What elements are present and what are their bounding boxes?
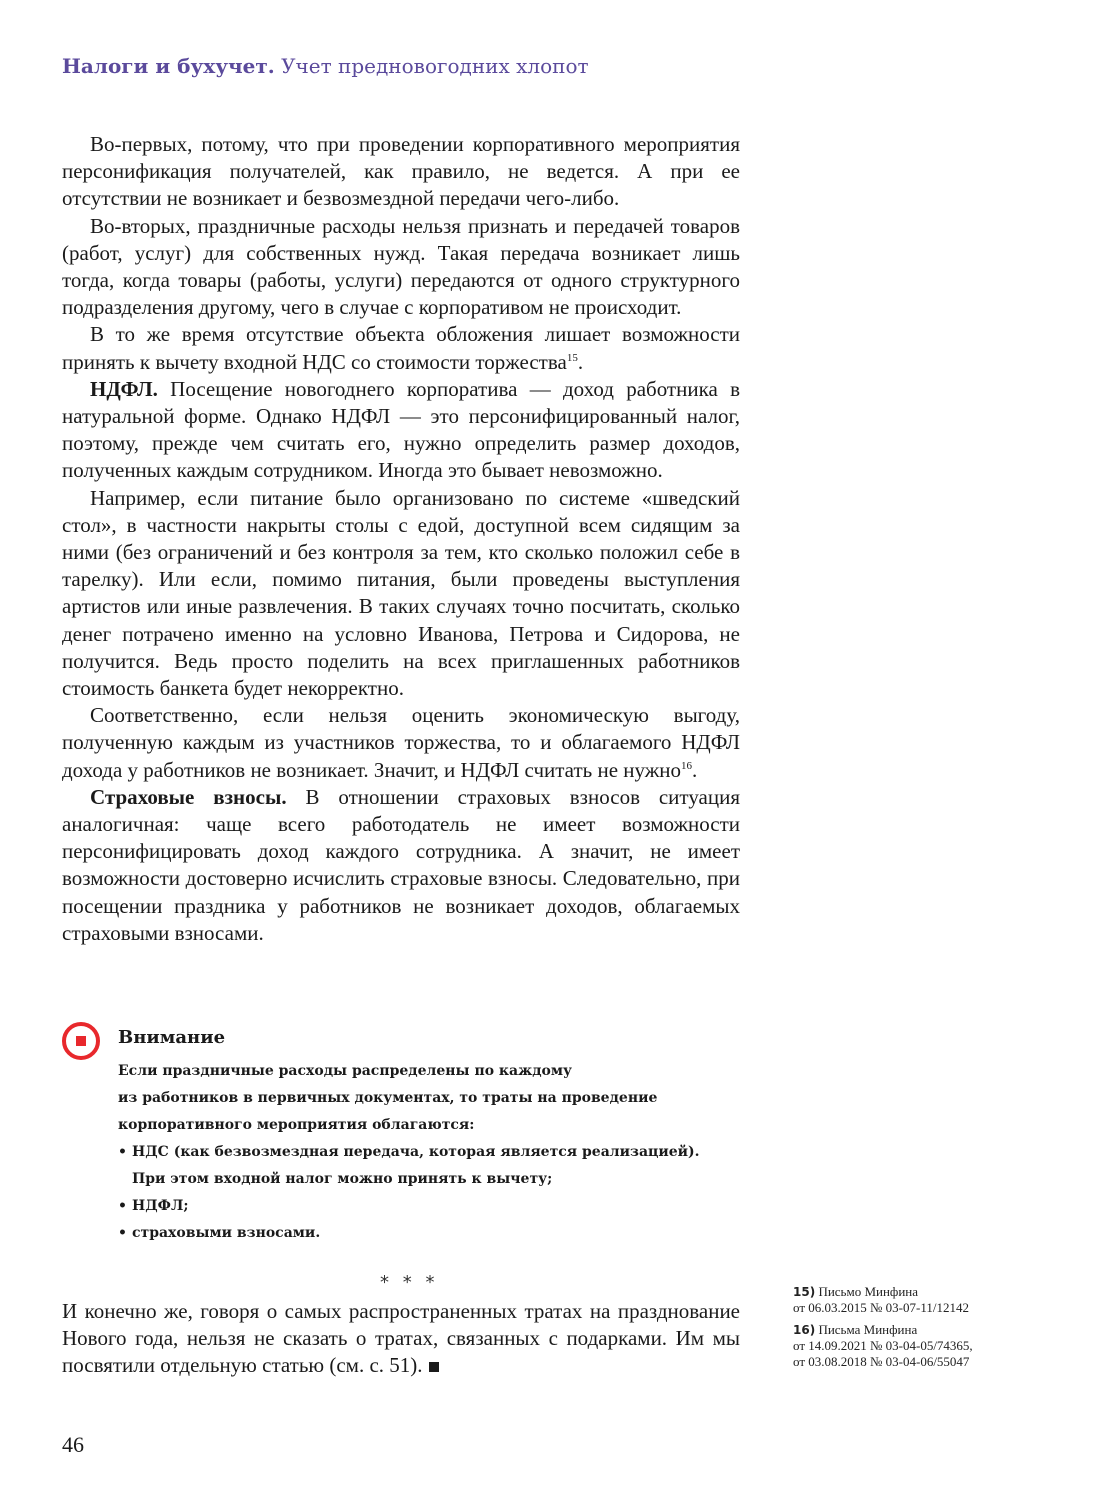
closing-paragraph: И конечно же, говоря о самых распространенных тратах на празднование Нового года, нельзя не сказать о тратах, связанных с подарками. Им мы посвятили отдельную статью (см. с. 51). — [62, 1299, 740, 1378]
footnote-ref[interactable]: 16 — [680, 759, 692, 772]
header-section: Налоги и бухучет. — [62, 54, 275, 78]
paragraph: В то же время отсутствие объекта обложения лишает возможности принять к вычету входной НДС со стоимости торжества$^{15}$. — [62, 322, 740, 374]
footnotes — [793, 1284, 1033, 1376]
paragraph: Страховые взносы. В отношении страховых взносов ситуация аналогичная: чаще всего работодатель не имеет возможности персонифицировать доход каждого сотрудника. А значит, не имеет возможности достоверно исчислить страховые взносы. Следовательно, при посещении праздника у работников не возникает доходов, облагаемых страховыми взносами. — [62, 784, 740, 945]
footnote-ref[interactable]: 15 — [566, 351, 578, 364]
attention-text: Если праздничные расходы распределены по каждому из работников в первичных документах, то траты на проведение корпоративного мероприятия облагаются: • НДС (как безвозмездная передача, которая является реализацией). При этом входной налог можно принять к вычету; • НДФЛ; • страховыми взносами. — [118, 1058, 758, 1247]
paragraph: НДФЛ. Посещение новогоднего корпоратива — доход работника в натуральной форме. Однако НДФЛ — это персонифицированный налог, поэтому, прежде чем считать его, нужно определить размер доходов, полученных каждым сотрудником. Иногда это бывает невозможно. — [62, 376, 740, 483]
header-title: Учет предновогодних хлопот — [281, 54, 589, 78]
attention-list — [118, 1139, 758, 1247]
stop-icon — [62, 1022, 100, 1060]
paragraph-lead: Страховые взносы. — [90, 784, 287, 809]
paragraph-lead: НДФЛ. — [90, 376, 158, 401]
list-item: • страховыми взносами. — [118, 1220, 758, 1247]
paragraph: Во-первых, потому, что при проведении корпоративного мероприятия персонификация получателей, как правило, не ведется. А при ее отсутствии не возникает и безвозмездной передачи чего-либо. — [62, 132, 740, 211]
attention-title: Внимание — [118, 1027, 226, 1048]
section-separator: * * * — [380, 1272, 439, 1293]
paragraph: Соответственно, если нельзя оценить экономическую выгоду, полученную каждым из участников торжества, то и облагаемого НДФЛ дохода у работников не возникает. Значит, и НДФЛ считать не нужно$^{16}$. — [62, 703, 740, 782]
paragraph: Например, если питание было организовано по системе «шведский стол», в частности накрыты столы с едой, доступной всем сидящим за ними (без ограничений и без контроля за тем, кто сколько положил себе в тарелку). Или если, помимо питания, были проведены выступления артистов или иные развлечения. В таких случаях точно посчитать, сколько денег потрачено именно на условно Иванова, Петрова и Сидорова, не получится. Ведь просто поделить на всех приглашенных работников стоимость банкета будет некорректно. — [62, 485, 740, 701]
article-body — [62, 131, 740, 947]
list-item: • НДС (как безвозмездная передача, которая является реализацией). При этом входной налог можно принять к вычету; — [118, 1139, 758, 1193]
paragraph: Во-вторых, праздничные расходы нельзя признать и передачей товаров (работ, услуг) для собственных нужд. Такая передача возникает лишь тогда, когда товары (работы, услуги) передаются от одного структурного подразделения другому, чего в случае с корпоративом не происходит. — [62, 213, 740, 320]
footnote: 15) Письмо Минфина от 06.03.2015 № 03-07-11/12142 — [793, 1284, 969, 1315]
page-number: 46 — [62, 1432, 84, 1457]
list-item: • НДФЛ; — [118, 1193, 758, 1220]
footnote: 16) Письма Минфина от 14.09.2021 № 03-04-05/74365, от 03.08.2018 № 03-04-06/55047 — [793, 1322, 973, 1369]
running-header — [62, 52, 589, 80]
end-of-article-mark — [429, 1362, 439, 1372]
